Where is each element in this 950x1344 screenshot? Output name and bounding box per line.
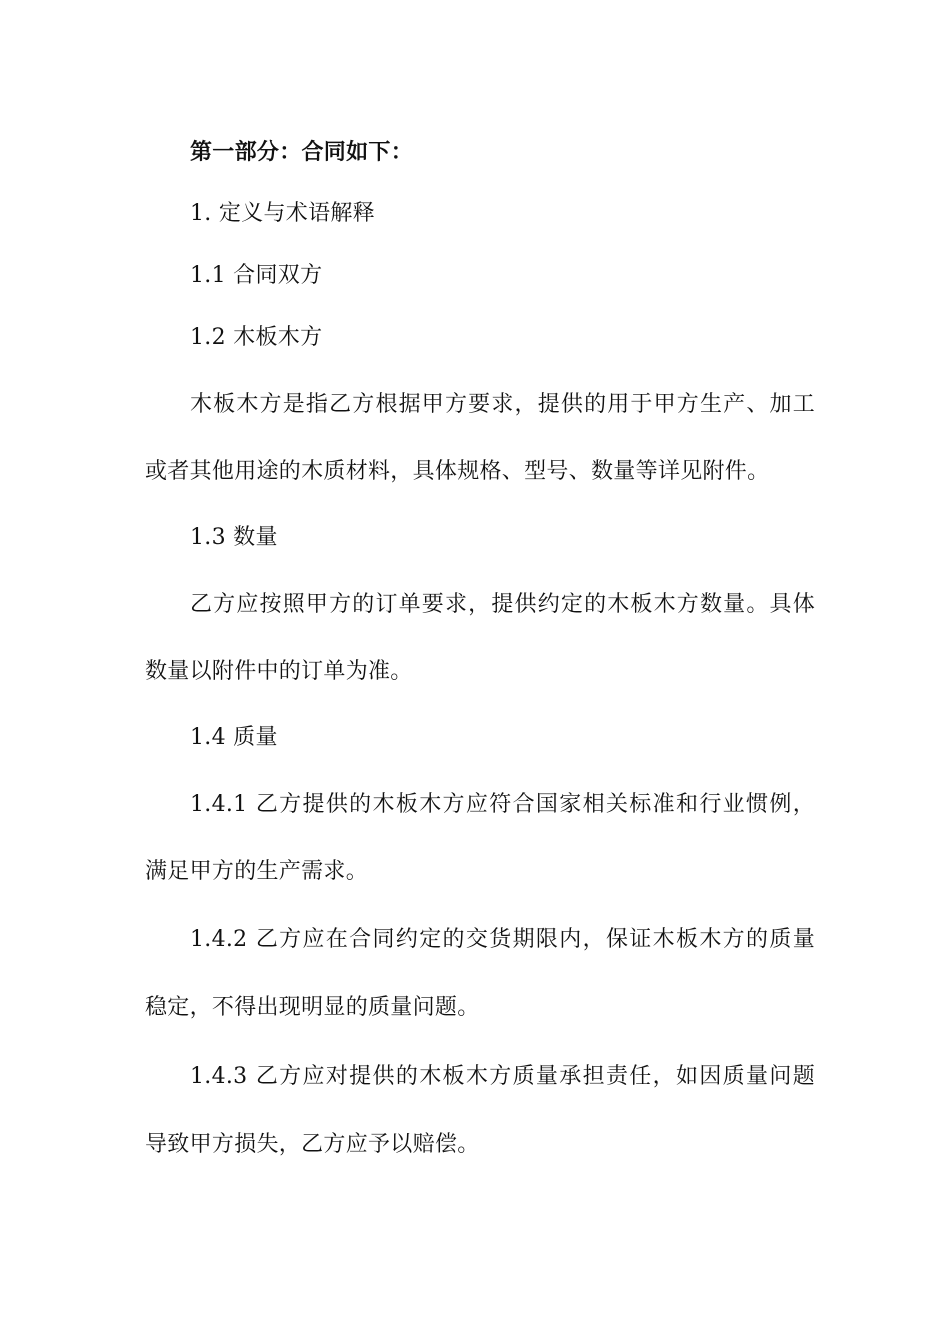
clause-1-3-text-line-1: 乙方应按照甲方的订单要求，提供约定的木板木方数量。具体 bbox=[190, 592, 815, 617]
clause-1-1-title: 1.1 合同双方 bbox=[190, 263, 323, 288]
clause-1-4-2-text-line-1: 1.4.2 乙方应在合同约定的交货期限内，保证木板木方的质量 bbox=[190, 927, 815, 952]
clause-1-4-2-text-line-2: 稳定，不得出现明显的质量问题。 bbox=[145, 995, 480, 1020]
clause-1-4-1-text-line-1: 1.4.1 乙方提供的木板木方应符合国家相关标准和行业惯例， bbox=[190, 792, 815, 817]
clause-1-2-text-line-2: 或者其他用途的木质材料，具体规格、型号、数量等详见附件。 bbox=[145, 459, 770, 484]
section-heading: 第一部分：合同如下： bbox=[190, 139, 414, 165]
clause-1-4-title: 1.4 质量 bbox=[190, 725, 278, 750]
clause-1-4-1-text-line-2: 满足甲方的生产需求。 bbox=[145, 859, 369, 884]
clause-1-3-title: 1.3 数量 bbox=[190, 525, 278, 550]
clause-1-2-title: 1.2 木板木方 bbox=[190, 325, 323, 350]
clause-1-2-text-line-1: 木板木方是指乙方根据甲方要求，提供的用于甲方生产、加工 bbox=[190, 392, 815, 417]
clause-1-4-3-text-line-1: 1.4.3 乙方应对提供的木板木方质量承担责任，如因质量问题 bbox=[190, 1064, 815, 1089]
clause-1-title: 1. 定义与术语解释 bbox=[190, 201, 375, 226]
clause-1-3-text-line-2: 数量以附件中的订单为准。 bbox=[145, 659, 413, 684]
clause-1-4-3-text-line-2: 导致甲方损失，乙方应予以赔偿。 bbox=[145, 1132, 480, 1157]
